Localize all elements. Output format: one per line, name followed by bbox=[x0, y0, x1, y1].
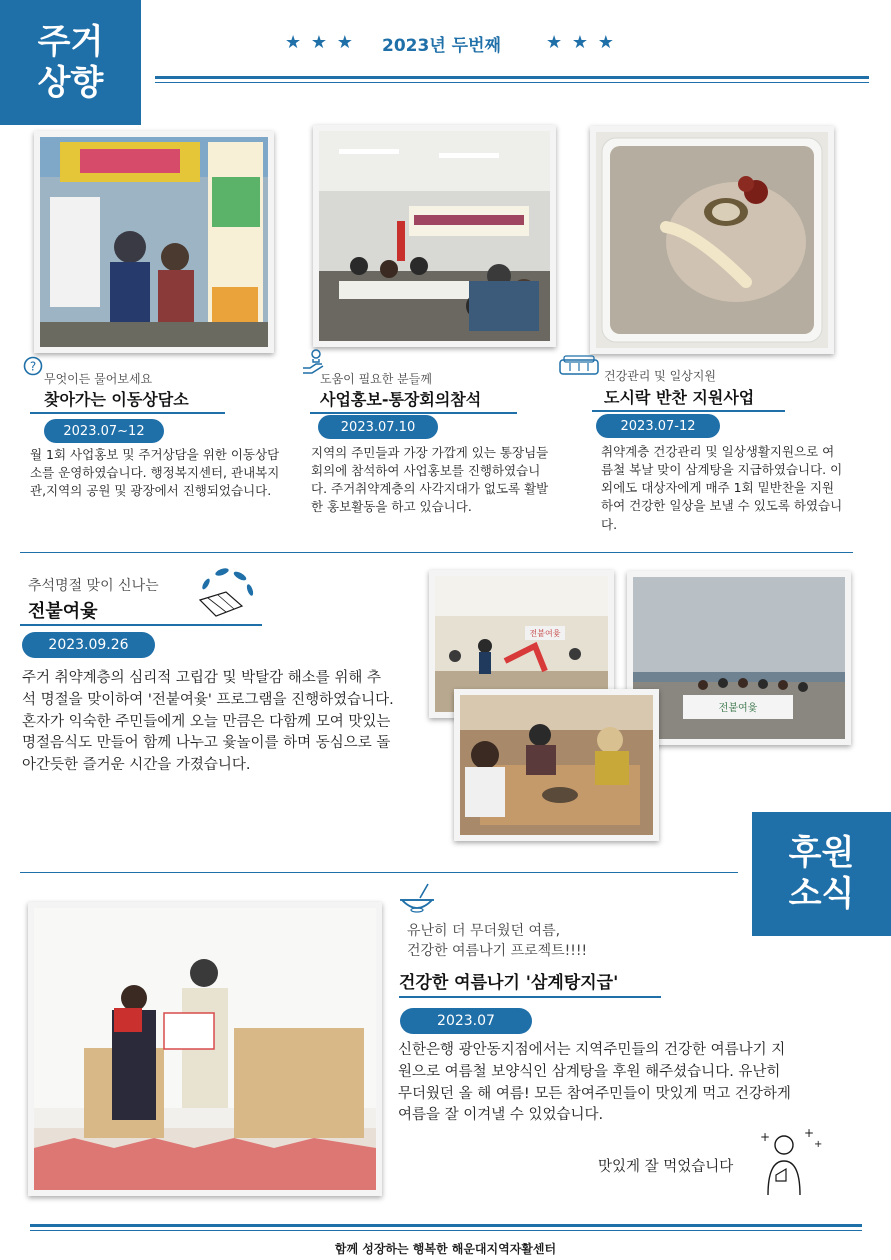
card1-subtitle: 무엇이든 물어보세요 bbox=[44, 372, 153, 386]
sponsor-quote: 맛있게 잘 먹었습니다 bbox=[598, 1159, 734, 1175]
card3-date: 2023.07-12 bbox=[596, 414, 720, 438]
photo-chuseok-meal bbox=[454, 689, 659, 841]
sponsor-subtitle1: 유난히 더 무더웠던 여름, bbox=[407, 923, 561, 939]
edition-title: 2023년 두번째 bbox=[382, 36, 501, 56]
lunchbox-icon bbox=[556, 352, 602, 380]
bowl-icon bbox=[398, 880, 436, 918]
sponsor-body: 신한은행 광안동지점에서는 지역주민들의 건강한 여름나기 지원으로 여름철 보양식인 삼계탕을 후원 해주셨습니다. 유난히 무더웠던 올 해 여름! 모든 참여주민들이 맛있게 먹고 건강하게 여름을 잘 이겨낼 수 있었습니다. bbox=[398, 1042, 791, 1124]
svg-text:+: + bbox=[804, 1126, 815, 1140]
section-tag-housing bbox=[0, 0, 141, 125]
card1-title: 찾아가는 이동상담소 bbox=[44, 390, 189, 409]
card1-date: 2023.07~12 bbox=[44, 419, 164, 443]
sponsor-rule-top bbox=[20, 872, 738, 873]
footer-rule-thin bbox=[30, 1230, 862, 1231]
section-tag-line2: 상향 bbox=[37, 62, 104, 103]
card2-subtitle: 도움이 필요한 분들께 bbox=[320, 372, 432, 386]
divider-mid bbox=[20, 552, 853, 553]
sponsor-date: 2023.07 bbox=[400, 1008, 532, 1034]
sponsor-subtitle2: 건강한 여름나기 프로젝트!!!! bbox=[407, 943, 588, 959]
card3-subtitle: 건강관리 및 일상지원 bbox=[604, 369, 716, 383]
section-tag-sponsor bbox=[752, 812, 891, 936]
photo-samgyetang bbox=[590, 126, 834, 354]
photo-council-meeting bbox=[313, 125, 556, 347]
svg-text:+: + bbox=[760, 1130, 771, 1144]
yut-game-icon bbox=[192, 562, 262, 622]
question-icon bbox=[23, 356, 43, 376]
card2-title: 사업홍보-통장회의참석 bbox=[320, 390, 482, 409]
card3-title: 도시락 반찬 지원사업 bbox=[604, 388, 755, 407]
card1-body: 월 1회 사업홍보 및 주거상담을 위한 이동상담소를 운영하였습니다. 행정복지센터, 관내복지관,지역의 공원 및 광장에서 진행되었습니다. bbox=[30, 447, 280, 499]
card2-body: 지역의 주민들과 가장 가깝게 있는 통장님들 회의에 참석하여 사업홍보를 진행하였습니다. 주거취약계층의 사각지대가 없도록 활발한 홍보활동을 하고 있습니다. bbox=[311, 445, 549, 515]
chuseok-title: 전붙여윷 bbox=[28, 601, 98, 622]
footer-rule-top bbox=[30, 1224, 862, 1227]
header-rule bbox=[155, 76, 869, 79]
card3-rule bbox=[592, 410, 785, 412]
sponsor-tag-line1: 후원 bbox=[788, 833, 855, 874]
sponsor-rule bbox=[399, 996, 661, 998]
section-tag-line1: 주거 bbox=[37, 21, 104, 62]
svg-text:?: ? bbox=[29, 359, 37, 374]
svg-text:+: + bbox=[814, 1139, 822, 1150]
star-icons-right: ★ ★ ★ bbox=[546, 32, 616, 53]
card3-body: 취약계층 건강관리 및 일상생활지원으로 여름철 복날 맞이 삼계탕을 지급하였습니다. 이외에도 대상자에게 매주 1회 밑반찬을 지원하여 건강한 일상을 보낼 수 있도록 하였습니다. bbox=[601, 444, 843, 532]
header-rule-thin bbox=[155, 82, 869, 83]
chuseok-body: 주거 취약계층의 심리적 고립감 및 박탈감 해소를 위해 추석 명절을 맞이하여 '전붙여윷' 프로그램을 진행하였습니다. 혼자가 익숙한 주민들에게 오늘 만큼은 다함께 모여 맛있는 명절음식도 만들어 함께 나누고 윷놀이를 하며 동심으로 돌아간듯한 즐거운 시간을 가졌습니다. bbox=[22, 670, 394, 773]
photo-sponsor-donation bbox=[28, 902, 382, 1196]
star-icons-left: ★ ★ ★ bbox=[285, 32, 355, 53]
card2-rule bbox=[310, 412, 517, 414]
banner-chuseok-1: 전붙여윷 bbox=[529, 629, 561, 638]
photo-mobile-counseling bbox=[34, 131, 274, 353]
footer-text: 함께 성장하는 행복한 해운대지역자활센터 bbox=[334, 1242, 557, 1256]
photo-chuseok-group bbox=[627, 571, 851, 745]
chuseok-rule bbox=[20, 624, 262, 626]
sponsor-title: 건강한 여름나기 '삼계탕지급' bbox=[399, 973, 619, 993]
card1-rule bbox=[30, 412, 225, 414]
card2-date: 2023.07.10 bbox=[318, 415, 438, 439]
thumbs-up-person-icon bbox=[752, 1125, 822, 1201]
banner-chuseok-2: 전붙여윷 bbox=[718, 703, 758, 714]
sponsor-tag-line2: 소식 bbox=[788, 874, 855, 914]
chuseok-date: 2023.09.26 bbox=[22, 632, 155, 658]
chuseok-subtitle: 추석명절 맞이 신나는 bbox=[28, 578, 159, 594]
